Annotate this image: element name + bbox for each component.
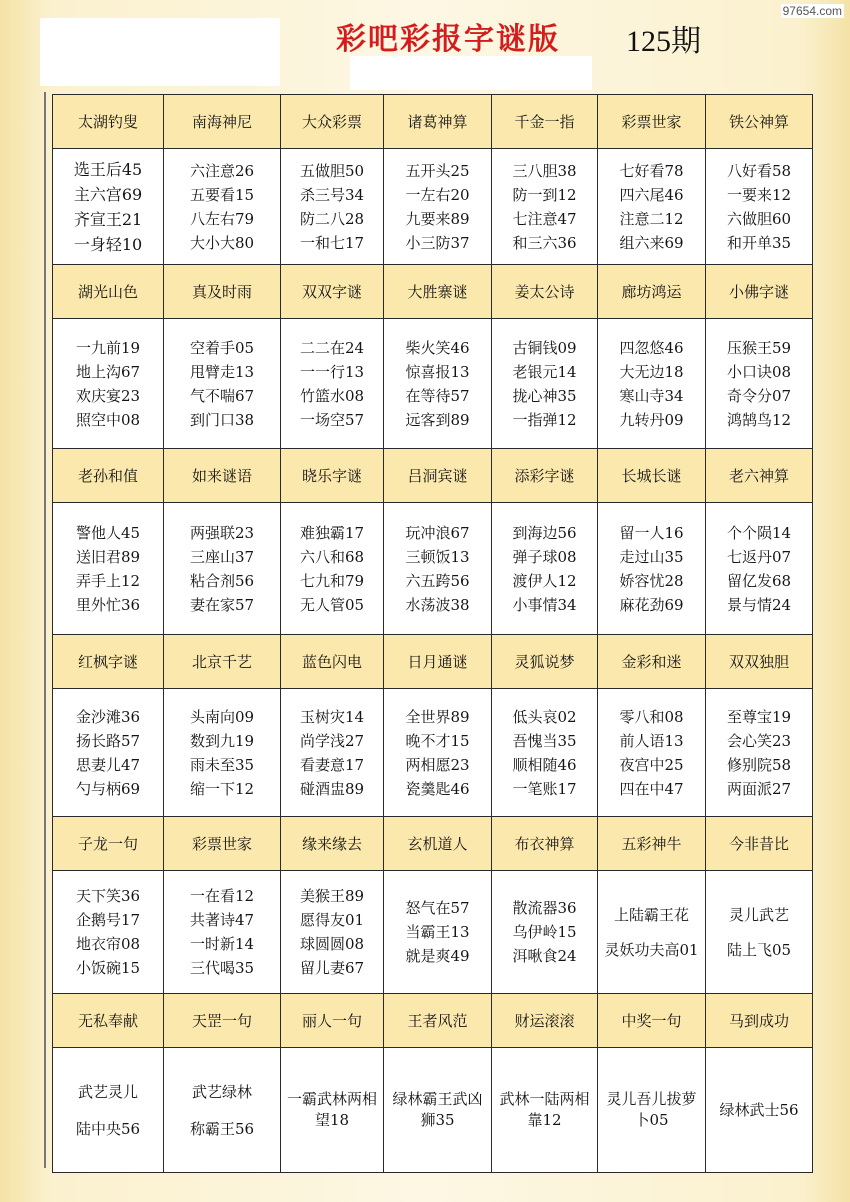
prediction-line: 三座山37 [189, 547, 255, 566]
prediction-line: 七好看78 [619, 161, 684, 180]
prediction-line: 缩一下12 [189, 779, 255, 798]
prediction-line: 大无边18 [619, 362, 684, 381]
column-header: 吕洞宾谜 [384, 449, 492, 503]
page-title: 彩吧彩报字谜版 [336, 22, 560, 57]
prediction-cell [598, 871, 706, 994]
prediction-line: 四忽悠46 [619, 338, 684, 357]
prediction-line: 武艺绿林 [191, 1082, 252, 1101]
prediction-line: 两相愿23 [405, 755, 470, 774]
header-row [53, 95, 813, 149]
prediction-line: 思妻儿47 [75, 755, 141, 774]
prediction-line: 地衣帘08 [75, 935, 141, 953]
prediction-line: 数到九19 [189, 731, 255, 750]
prediction-line: 注意二12 [619, 209, 684, 228]
prediction-cell [492, 503, 598, 635]
header-row [53, 265, 813, 319]
site-watermark: 97654.com [782, 4, 842, 18]
prediction-line: 一时新14 [189, 935, 255, 953]
prediction-line: 五做胆50 [299, 161, 365, 180]
prediction-line: 鸿鹄鸟12 [726, 410, 792, 429]
prediction-cell [384, 871, 492, 994]
prediction-line: 吾愧当35 [512, 731, 577, 750]
prediction-cell [53, 503, 164, 635]
prediction-line: 主六宫69 [73, 184, 143, 204]
prediction-line: 修别院58 [726, 755, 792, 774]
prediction-line: 水荡波38 [405, 595, 470, 614]
prediction-line: 美猴王89 [299, 887, 365, 905]
prediction-line: 警他人45 [75, 523, 141, 542]
prediction-line: 乌伊岭15 [512, 923, 577, 941]
prediction-line: 照空中08 [75, 410, 141, 429]
prediction-cell [598, 319, 706, 449]
column-header: 铁公神算 [706, 95, 813, 149]
prediction-line: 散流器36 [512, 899, 577, 917]
prediction-line: 零八和08 [619, 707, 684, 726]
prediction-cell [598, 1048, 706, 1173]
prediction-line: 拢心神35 [512, 386, 577, 405]
column-header: 太湖钓叟 [53, 95, 164, 149]
prediction-cell [492, 149, 598, 265]
riddle-table [52, 94, 813, 1173]
prediction-line: 碰酒盅89 [299, 779, 365, 798]
prediction-cell [706, 149, 813, 265]
prediction-line: 头南向09 [189, 707, 255, 726]
prediction-line: 武林一陆两相靠12 [499, 1090, 590, 1129]
column-header: 大众彩票 [281, 95, 384, 149]
prediction-line: 夜宫中25 [619, 755, 684, 774]
prediction-line: 麻花劲69 [619, 595, 684, 614]
prediction-cell [706, 871, 813, 994]
column-header: 蓝色闪电 [281, 635, 384, 689]
prediction-line: 灵儿吾儿拔萝卜05 [606, 1090, 697, 1129]
prediction-line: 两强联23 [189, 523, 255, 542]
prediction-line: 洱啾食24 [512, 947, 577, 965]
column-header: 双双独胆 [706, 635, 813, 689]
prediction-line: 四六尾46 [619, 185, 684, 204]
prediction-line: 六八和68 [299, 547, 365, 566]
prediction-line: 球圆圆08 [299, 935, 365, 953]
prediction-line: 天下笑36 [75, 887, 141, 905]
prediction-line: 灵妖功夫高01 [604, 940, 699, 959]
prediction-line: 气不喘67 [189, 386, 255, 405]
prediction-line: 称霸王56 [189, 1119, 255, 1138]
prediction-line: 远客到89 [405, 410, 470, 429]
prediction-line: 寒山寺34 [619, 386, 684, 405]
column-header: 千金一指 [492, 95, 598, 149]
column-header: 布衣神算 [492, 817, 598, 871]
prediction-cell [492, 1048, 598, 1173]
prediction-line: 陆上飞05 [726, 940, 792, 959]
prediction-line: 一霸武林两相望18 [286, 1090, 377, 1129]
prediction-cell [706, 503, 813, 635]
column-header: 晓乐字谜 [281, 449, 384, 503]
prediction-cell [706, 689, 813, 817]
prediction-cell [706, 1048, 813, 1173]
prediction-line: 前人语13 [619, 731, 684, 750]
prediction-line: 勺与柄69 [75, 779, 141, 798]
prediction-cell [53, 149, 164, 265]
prediction-line: 玩冲浪67 [405, 523, 470, 542]
prediction-line: 扬长路57 [75, 731, 141, 750]
column-header: 五彩神牛 [598, 817, 706, 871]
prediction-cell [492, 689, 598, 817]
prediction-line: 一九前19 [75, 338, 141, 357]
prediction-line: 在等待57 [405, 386, 470, 405]
prediction-cell [492, 319, 598, 449]
prediction-line: 弹子球08 [512, 547, 577, 566]
prediction-line: 武艺灵儿 [77, 1082, 138, 1101]
prediction-line: 惊喜报13 [405, 362, 470, 381]
column-header: 王者风范 [384, 994, 492, 1048]
prediction-line: 一一行13 [299, 362, 365, 381]
prediction-cell [281, 1048, 384, 1173]
prediction-line: 景与情24 [726, 595, 792, 614]
column-header: 红枫字谜 [53, 635, 164, 689]
prediction-cell [281, 319, 384, 449]
prediction-line: 低头哀02 [512, 707, 577, 726]
prediction-cell [281, 503, 384, 635]
column-header: 彩票世家 [598, 95, 706, 149]
left-border-line [44, 92, 46, 1168]
prediction-cell [164, 1048, 281, 1173]
prediction-line: 九要来89 [405, 209, 470, 228]
prediction-cell [164, 689, 281, 817]
column-header: 诸葛神算 [384, 95, 492, 149]
prediction-cell [384, 503, 492, 635]
prediction-line: 齐宣王21 [73, 209, 143, 229]
prediction-cell [598, 503, 706, 635]
column-header: 缘来缘去 [281, 817, 384, 871]
prediction-line: 八好看58 [726, 161, 792, 180]
column-header: 天罡一句 [164, 994, 281, 1048]
prediction-cell [164, 503, 281, 635]
column-header: 老六神算 [706, 449, 813, 503]
prediction-cell [384, 1048, 492, 1173]
prediction-line: 灵儿武艺 [728, 905, 789, 924]
prediction-line: 七注意47 [512, 209, 577, 228]
prediction-line: 里外忙36 [75, 595, 141, 614]
prediction-line: 地上沟67 [75, 362, 141, 381]
prediction-cell [164, 149, 281, 265]
prediction-cell [53, 1048, 164, 1173]
prediction-line: 柴火笑46 [405, 338, 470, 357]
prediction-line: 无人管05 [299, 595, 365, 614]
prediction-line: 二二在24 [299, 338, 365, 357]
column-header: 灵狐说梦 [492, 635, 598, 689]
prediction-line: 全世界89 [405, 707, 470, 726]
column-header: 廊坊鸿运 [598, 265, 706, 319]
prediction-cell [384, 149, 492, 265]
column-header: 双双字谜 [281, 265, 384, 319]
prediction-line: 甩臂走13 [189, 362, 255, 381]
prediction-line: 压猴王59 [726, 338, 792, 357]
prediction-line: 选王后45 [73, 159, 143, 179]
prediction-cell [281, 689, 384, 817]
prediction-line: 愿得友01 [299, 911, 365, 929]
prediction-line: 走过山35 [619, 547, 684, 566]
prediction-cell [164, 871, 281, 994]
header-row [53, 817, 813, 871]
prediction-line: 共著诗47 [189, 911, 255, 929]
prediction-line: 渡伊人12 [512, 571, 577, 590]
prediction-line: 一身轻10 [73, 234, 143, 254]
column-header: 马到成功 [706, 994, 813, 1048]
prediction-line: 组六来69 [619, 233, 684, 252]
prediction-row [53, 1048, 813, 1173]
prediction-line: 金沙滩36 [75, 707, 141, 726]
prediction-line: 古铜钱09 [512, 338, 577, 357]
prediction-cell [598, 689, 706, 817]
prediction-line: 留一人16 [619, 523, 684, 542]
prediction-line: 小口诀08 [726, 362, 792, 381]
prediction-line: 玉树灾14 [299, 707, 365, 726]
prediction-line: 尚学浅27 [299, 731, 365, 750]
blank-patch-left [40, 18, 280, 86]
issue-number: 125期 [626, 25, 701, 58]
prediction-line: 绿林武士56 [719, 1101, 799, 1119]
prediction-line: 看妻意17 [299, 755, 365, 774]
prediction-line: 欢庆宴23 [75, 386, 141, 405]
prediction-line: 和开单35 [726, 233, 792, 252]
column-header: 真及时雨 [164, 265, 281, 319]
prediction-line: 弄手上12 [75, 571, 141, 590]
prediction-line: 三代喝35 [189, 959, 255, 977]
prediction-row [53, 149, 813, 265]
prediction-line: 就是爽49 [405, 947, 470, 965]
prediction-line: 五开头25 [405, 161, 470, 180]
prediction-line: 粘合剂56 [189, 571, 255, 590]
column-header: 金彩和迷 [598, 635, 706, 689]
prediction-row [53, 503, 813, 635]
prediction-line: 瓷羹匙46 [405, 779, 470, 798]
prediction-cell [53, 689, 164, 817]
column-header: 丽人一句 [281, 994, 384, 1048]
prediction-cell [384, 319, 492, 449]
column-header: 日月通谜 [384, 635, 492, 689]
column-header: 如来谜语 [164, 449, 281, 503]
prediction-line: 晚不才15 [405, 731, 470, 750]
prediction-line: 三八胆38 [512, 161, 577, 180]
prediction-line: 到海边56 [512, 523, 577, 542]
prediction-cell [492, 871, 598, 994]
prediction-line: 企鹅号17 [75, 911, 141, 929]
prediction-cell [53, 319, 164, 449]
prediction-line: 五要看15 [189, 185, 255, 204]
blank-patch-center [350, 56, 592, 90]
prediction-line: 杀三号34 [299, 185, 365, 204]
prediction-line: 小事情34 [512, 595, 577, 614]
prediction-line: 当霸王13 [405, 923, 470, 941]
prediction-line: 至尊宝19 [726, 707, 792, 726]
prediction-line: 小饭碗15 [75, 959, 141, 977]
column-header: 添彩字谜 [492, 449, 598, 503]
prediction-line: 个个陨14 [726, 523, 792, 542]
prediction-line: 上陆霸王花 [613, 905, 689, 924]
prediction-line: 八左右79 [189, 209, 255, 228]
prediction-row [53, 871, 813, 994]
header-row [53, 994, 813, 1048]
prediction-line: 防二八28 [299, 209, 365, 228]
prediction-line: 到门口38 [189, 410, 255, 429]
prediction-line: 三顿饭13 [405, 547, 470, 566]
prediction-line: 送旧君89 [75, 547, 141, 566]
prediction-line: 奇令分07 [726, 386, 792, 405]
prediction-line: 妻在家57 [189, 595, 255, 614]
prediction-row [53, 319, 813, 449]
prediction-cell [281, 871, 384, 994]
prediction-cell [53, 871, 164, 994]
prediction-line: 六五跨56 [405, 571, 470, 590]
prediction-cell [281, 149, 384, 265]
column-header: 北京千艺 [164, 635, 281, 689]
prediction-line: 老银元14 [512, 362, 577, 381]
column-header: 中奖一句 [598, 994, 706, 1048]
prediction-line: 绿林霸王武凶狮35 [392, 1090, 483, 1129]
column-header: 南海神尼 [164, 95, 281, 149]
prediction-line: 九转丹09 [619, 410, 684, 429]
prediction-line: 六做胆60 [726, 209, 792, 228]
prediction-line: 留亿发68 [726, 571, 792, 590]
column-header: 老孙和值 [53, 449, 164, 503]
prediction-cell [164, 319, 281, 449]
prediction-line: 顺相随46 [512, 755, 577, 774]
column-header: 今非昔比 [706, 817, 813, 871]
prediction-row [53, 689, 813, 817]
prediction-line: 留儿妻67 [299, 959, 365, 977]
prediction-cell [706, 319, 813, 449]
prediction-line: 七九和79 [299, 571, 365, 590]
prediction-line: 六注意26 [189, 161, 255, 180]
prediction-line: 怒气在57 [405, 899, 470, 917]
prediction-line: 七返丹07 [726, 547, 792, 566]
prediction-line: 一笔账17 [512, 779, 577, 798]
column-header: 湖光山色 [53, 265, 164, 319]
prediction-line: 防一到12 [512, 185, 577, 204]
prediction-line: 陆中央56 [75, 1119, 141, 1138]
column-header: 无私奉献 [53, 994, 164, 1048]
column-header: 彩票世家 [164, 817, 281, 871]
prediction-line: 难独霸17 [299, 523, 365, 542]
column-header: 姜太公诗 [492, 265, 598, 319]
prediction-line: 会心笑23 [726, 731, 792, 750]
prediction-line: 一场空57 [299, 410, 365, 429]
prediction-cell [598, 149, 706, 265]
prediction-line: 雨未至35 [189, 755, 255, 774]
column-header: 子龙一句 [53, 817, 164, 871]
prediction-line: 小三防37 [405, 233, 470, 252]
prediction-cell [384, 689, 492, 817]
column-header: 财运滚滚 [492, 994, 598, 1048]
prediction-line: 两面派27 [726, 779, 792, 798]
prediction-line: 一在看12 [189, 887, 255, 905]
column-header: 长城长谜 [598, 449, 706, 503]
prediction-line: 竹篮水08 [299, 386, 365, 405]
column-header: 玄机道人 [384, 817, 492, 871]
prediction-line: 和三六36 [512, 233, 577, 252]
prediction-line: 一左右20 [405, 185, 470, 204]
header-row [53, 449, 813, 503]
prediction-line: 空着手05 [189, 338, 255, 357]
header-row [53, 635, 813, 689]
column-header: 小佛字谜 [706, 265, 813, 319]
prediction-line: 一指弹12 [512, 410, 577, 429]
prediction-line: 一和七17 [299, 233, 365, 252]
prediction-line: 娇容忧28 [619, 571, 684, 590]
prediction-line: 一要来12 [726, 185, 792, 204]
column-header: 大胜寨谜 [384, 265, 492, 319]
prediction-line: 大小大80 [189, 233, 255, 252]
prediction-line: 四在中47 [619, 779, 684, 798]
